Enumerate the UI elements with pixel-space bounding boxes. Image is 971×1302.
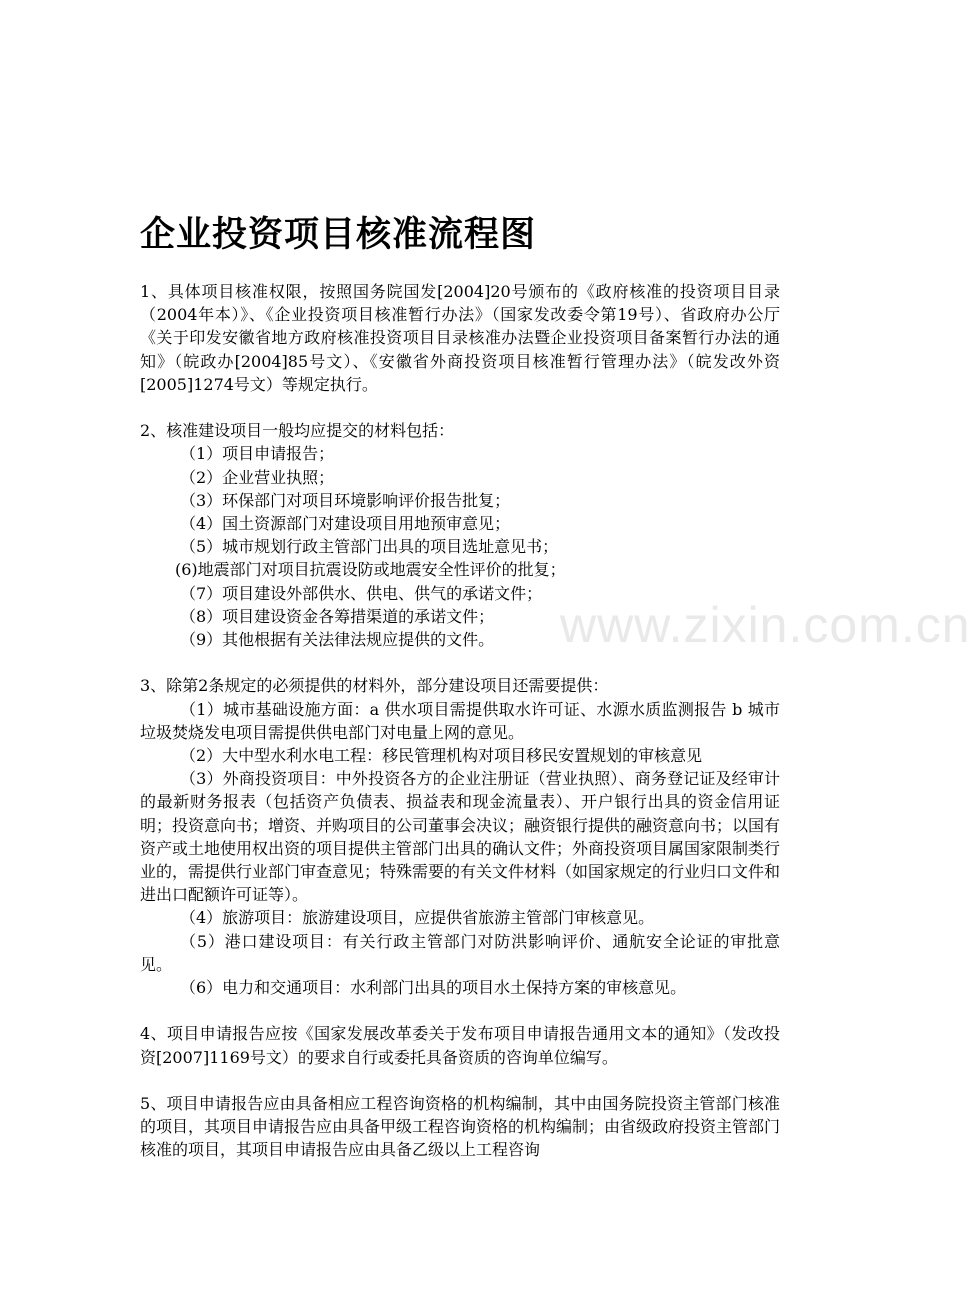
section-2-item-3: （3）环保部门对项目环境影响评价报告批复； xyxy=(180,490,511,510)
paragraph-gap xyxy=(140,396,780,419)
section-2-item-8: （8）项目建设资金各筹措渠道的承诺文件； xyxy=(180,606,495,626)
section-2-item-2: （2）企业营业执照； xyxy=(180,467,335,487)
paragraph-gap xyxy=(140,1069,780,1092)
section-3-item-6: （6）电力和交通项目：水利部门出具的项目水土保持方案的审核意见。 xyxy=(180,978,687,998)
section-4-text: 4、项目申请报告应按《国家发展改革委关于发布项目申请报告通用文本的通知》（发改投资[2007]1169号文）的要求自行或委托具备资质的咨询单位编写。 xyxy=(140,1024,780,1067)
watermark: www.zixin.com.cn xyxy=(560,597,971,653)
section-2-item-4: （4）国土资源部门对建设项目用地预审意见； xyxy=(180,514,511,534)
section-3-item-3: （3）外商投资项目：中外投资各方的企业注册证（营业执照）、商务登记证及经审计的最新财务报表（包括资产负债表、损益表和现金流量表）、开户银行出具的资金信用证明；投资意向书；增资、并购项目的公司董事会决议；融资银行提供的融资意向书；以国有资产或土地使用权出资的项目提供主管部门出具的确认文件；外商投资项目属国家限制类行业的，需提供行业部门审查意见；特殊需要的有关文件材料（如国家规定的行业归口文件和进出口配额许可证等）。 xyxy=(140,769,781,905)
section-3-heading: 3、除第2条规定的必须提供的材料外，部分建设项目还需要提供： xyxy=(140,676,609,696)
section-2-item-5: （5）城市规划行政主管部门出具的项目选址意见书； xyxy=(180,537,559,557)
section-3-item-2: （2）大中型水利水电工程：移民管理机构对项目移民安置规划的审核意见 xyxy=(180,746,703,766)
section-3-item-4: （4）旅游项目：旅游建设项目，应提供省旅游主管部门审核意见。 xyxy=(180,908,655,928)
section-2-item-6: (6)地震部门对项目抗震设防或地震安全性评价的批复； xyxy=(175,560,566,580)
section-3-item-5: （5）港口建设项目：有关行政主管部门对防洪影响评价、通航安全论证的审批意见。 xyxy=(140,931,780,974)
section-3-item-1: （1）城市基础设施方面：a 供水项目需提供取水许可证、水源水质监测报告 b 城市垃圾焚烧发电项目需提供供电部门对电量上网的意见。 xyxy=(140,699,780,742)
document-body xyxy=(140,210,780,1162)
section-1-text: 1、具体项目核准权限，按照国务院国发[2004]20号颁布的《政府核准的投资项目目录（2004年本）》、《企业投资项目核准暂行办法》（国家发改委令第19号）、省政府办公厅《关于印发安徽省地方政府核准投资项目目录核准办法暨企业投资项目备案暂行办法的通知》（皖政办[2004]85号文）、《安徽省外商投资项目核准暂行管理办法》（皖发改外资[2005]1274号文）等规定执行。 xyxy=(140,282,780,394)
section-2-heading: 2、核准建设项目一般均应提交的材料包括： xyxy=(140,421,455,441)
section-2-item-1: （1）项目申请报告； xyxy=(180,444,335,464)
section-5-text: 5、项目申请报告应由具备相应工程咨询资格的机构编制，其中由国务院投资主管部门核准的项目，其项目申请报告应由具备甲级工程咨询资格的机构编制；由省级政府投资主管部门核准的项目，其项目申请报告应由具备乙级以上工程咨询 xyxy=(140,1094,781,1160)
paragraph-gap xyxy=(140,999,780,1022)
section-2-item-9: （9）其他根据有关法律法规应提供的文件。 xyxy=(180,630,495,650)
section-2-item-7: （7）项目建设外部供水、供电、供气的承诺文件； xyxy=(180,583,543,603)
document-title: 企业投资项目核准流程图 xyxy=(140,215,537,255)
paragraph-gap xyxy=(140,651,780,674)
